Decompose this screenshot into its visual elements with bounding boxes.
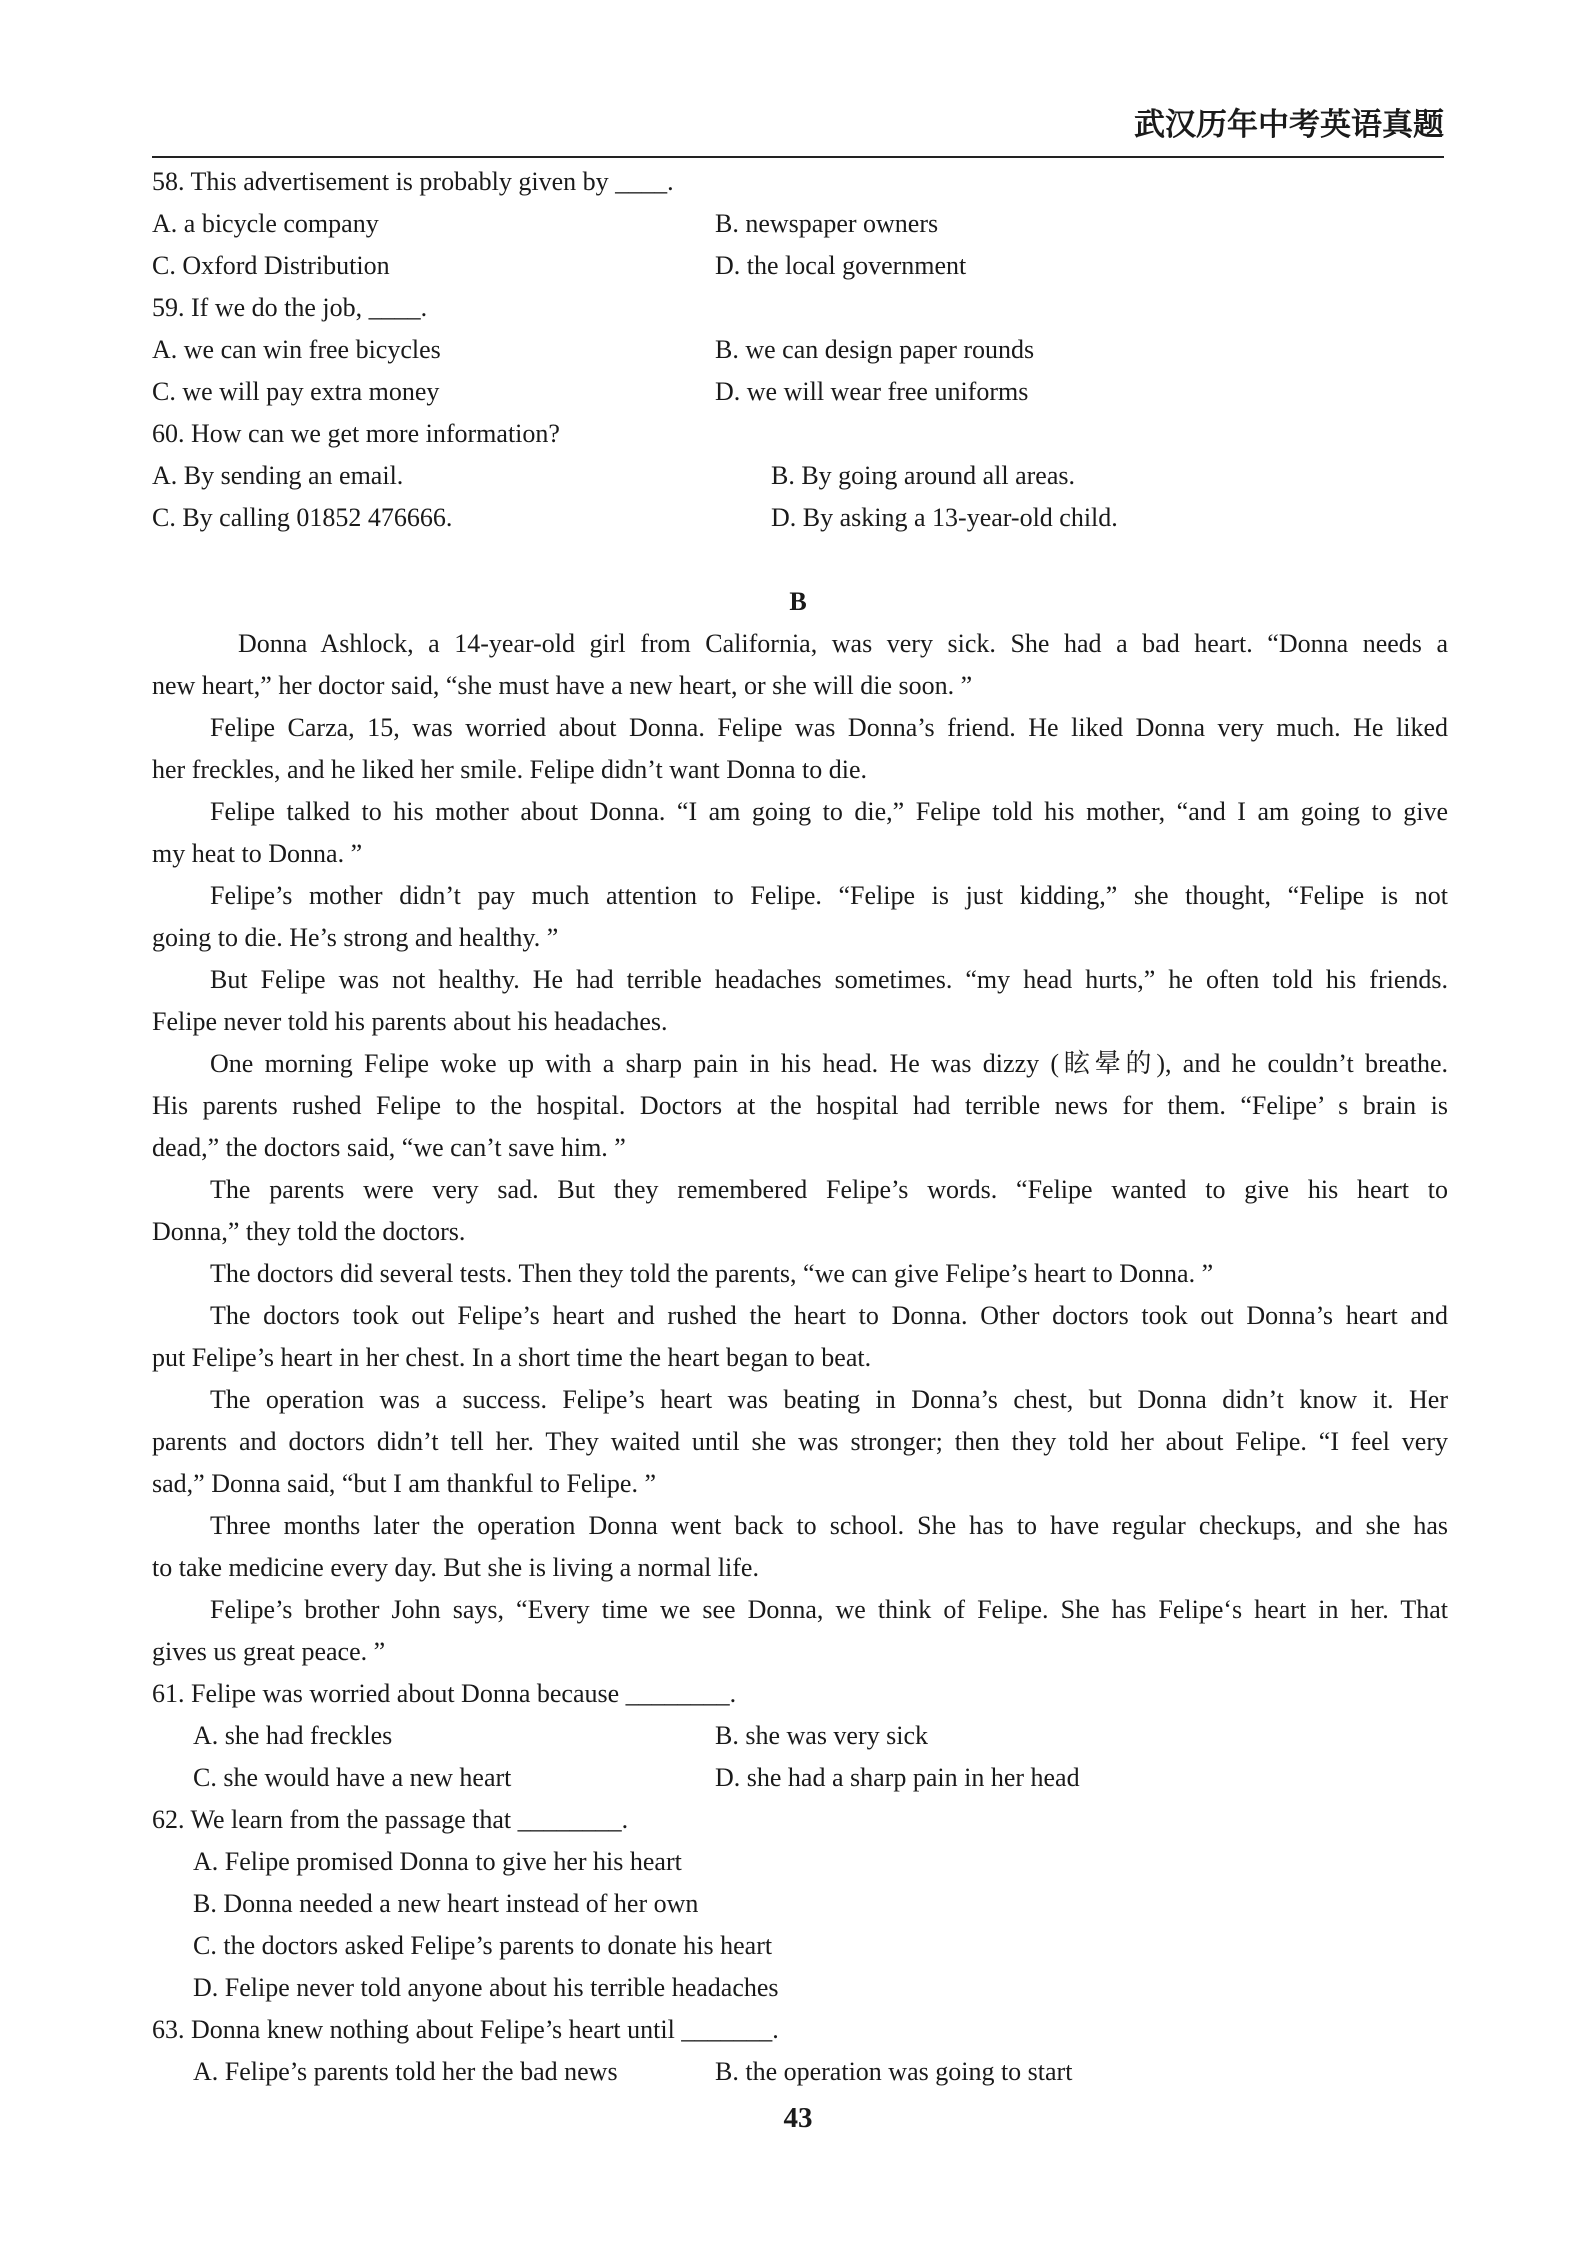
passage-line: Donna Ashlock, a 14-year-old girl from California, was very sick. She had a bad heart. “Donna needs a	[238, 629, 1448, 658]
question-58-option-b: B. newspaper owners	[715, 209, 939, 238]
passage-line: His parents rushed Felipe to the hospital. Doctors at the hospital had terrible news for them. “Felipe’ s brain is	[152, 1091, 1448, 1120]
question-62-option-b: B. Donna needed a new heart instead of her own	[193, 1889, 699, 1918]
question-63-stem: 63. Donna knew nothing about Felipe’s heart until _______.	[152, 2015, 779, 2044]
question-59-option-d: D. we will wear free uniforms	[715, 377, 1029, 406]
question-58-option-a: A. a bicycle company	[152, 209, 379, 238]
passage-line: One morning Felipe woke up with a sharp pain in his head. He was dizzy (眩晕的), and he couldn’t breathe.	[210, 1049, 1448, 1078]
passage-line: Felipe never told his parents about his headaches.	[152, 1007, 668, 1036]
section-b-heading: B	[789, 587, 807, 616]
question-59-option-c: C. we will pay extra money	[152, 377, 440, 406]
passage-line: new heart,” her doctor said, “she must have a new heart, or she will die soon. ”	[152, 671, 973, 700]
passage-line: Donna,” they told the doctors.	[152, 1217, 466, 1246]
passage-line: Felipe’s brother John says, “Every time we see Donna, we think of Felipe. She has Felipe‘s heart in her. That	[210, 1595, 1448, 1624]
question-59-stem: 59. If we do the job, ____.	[152, 293, 428, 322]
passage-line: parents and doctors didn’t tell her. They waited until she was stronger; then they told her about Felipe. “I feel very	[152, 1427, 1448, 1456]
question-60-option-b: B. By going around all areas.	[771, 461, 1075, 490]
passage-line: Felipe talked to his mother about Donna. “I am going to die,” Felipe told his mother, “and I am going to give	[210, 797, 1448, 826]
passage-line: put Felipe’s heart in her chest. In a short time the heart began to beat.	[152, 1343, 872, 1372]
question-61-option-c: C. she would have a new heart	[193, 1763, 512, 1792]
question-62-option-d: D. Felipe never told anyone about his terrible headaches	[193, 1973, 779, 2002]
passage-line: her freckles, and he liked her smile. Felipe didn’t want Donna to die.	[152, 755, 868, 784]
passage-line: my heat to Donna. ”	[152, 839, 363, 868]
question-59-option-b: B. we can design paper rounds	[715, 335, 1035, 364]
question-60-option-c: C. By calling 01852 476666.	[152, 503, 453, 532]
question-61-option-a: A. she had freckles	[193, 1721, 393, 1750]
passage-line: Three months later the operation Donna went back to school. She has to have regular checkups, and she has	[210, 1511, 1448, 1540]
passage-line: to take medicine every day. But she is living a normal life.	[152, 1553, 759, 1582]
page-header-title: 武汉历年中考英语真题	[1134, 107, 1444, 143]
question-58-option-c: C. Oxford Distribution	[152, 251, 390, 280]
question-62-option-c: C. the doctors asked Felipe’s parents to donate his heart	[193, 1931, 773, 1960]
page-number: 43	[783, 2102, 813, 2134]
passage-line: sad,” Donna said, “but I am thankful to Felipe. ”	[152, 1469, 656, 1498]
question-61-option-d: D. she had a sharp pain in her head	[715, 1763, 1080, 1792]
passage-line: The parents were very sad. But they remembered Felipe’s words. “Felipe wanted to give his heart to	[210, 1175, 1448, 1204]
passage-line: gives us great peace. ”	[152, 1637, 386, 1666]
passage-line: But Felipe was not healthy. He had terrible headaches sometimes. “my head hurts,” he often told his friends.	[210, 965, 1448, 994]
question-60-option-a: A. By sending an email.	[152, 461, 404, 490]
question-58-stem: 58. This advertisement is probably given by ____.	[152, 167, 674, 196]
passage-line: The doctors did several tests. Then they told the parents, “we can give Felipe’s heart to Donna. ”	[210, 1259, 1214, 1288]
passage-line: The operation was a success. Felipe’s heart was beating in Donna’s chest, but Donna didn’t know it. Her	[210, 1385, 1448, 1414]
question-62-option-a: A. Felipe promised Donna to give her his heart	[193, 1847, 682, 1876]
question-61-stem: 61. Felipe was worried about Donna because ________.	[152, 1679, 737, 1708]
passage-line: Felipe Carza, 15, was worried about Donna. Felipe was Donna’s friend. He liked Donna very much. He liked	[210, 713, 1448, 742]
passage-line: going to die. He’s strong and healthy. ”	[152, 923, 559, 952]
question-59-option-a: A. we can win free bicycles	[152, 335, 441, 364]
question-62-stem: 62. We learn from the passage that ________.	[152, 1805, 629, 1834]
question-63-option-a: A. Felipe’s parents told her the bad news	[193, 2057, 618, 2086]
question-60-option-d: D. By asking a 13-year-old child.	[771, 503, 1118, 532]
question-60-stem: 60. How can we get more information?	[152, 419, 560, 448]
passage-line: dead,” the doctors said, “we can’t save him. ”	[152, 1133, 626, 1162]
question-63-option-b: B. the operation was going to start	[715, 2057, 1073, 2086]
passage-line: Felipe’s mother didn’t pay much attention to Felipe. “Felipe is just kidding,” she thought, “Felipe is not	[210, 881, 1448, 910]
question-58-option-d: D. the local government	[715, 251, 967, 280]
header-rule	[152, 156, 1444, 158]
question-61-option-b: B. she was very sick	[715, 1721, 929, 1750]
passage-line: The doctors took out Felipe’s heart and rushed the heart to Donna. Other doctors took out Donna’s heart and	[210, 1301, 1448, 1330]
